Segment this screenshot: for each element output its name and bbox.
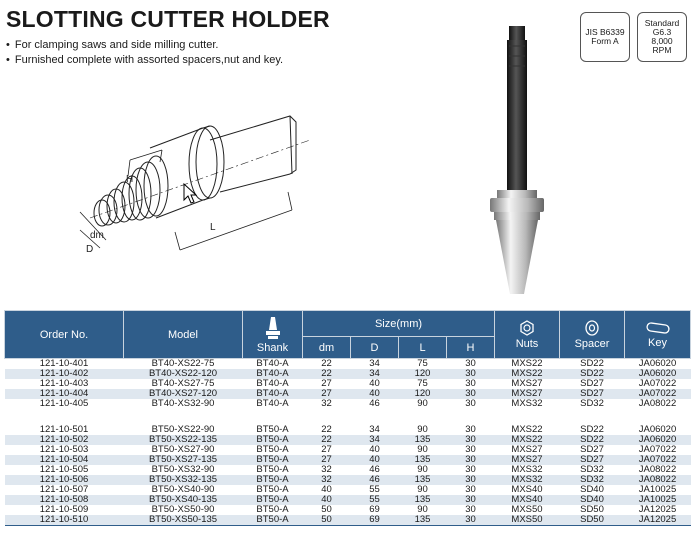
cell-shank: BT40-A [243, 379, 303, 389]
feature-item: • Furnished complete with assorted spacers,nut and key. [6, 53, 283, 68]
cell-model: BT50-XS40-90 [124, 485, 243, 495]
table-row [5, 515, 691, 526]
cell-dm: 22 [303, 425, 351, 435]
cell-key: JA08022 [625, 399, 691, 409]
header-dm: dm [303, 337, 351, 359]
cell-order-no: 121-10-403 [5, 379, 124, 389]
cell-l: 90 [399, 445, 447, 455]
cell-d: 46 [351, 399, 399, 409]
cell-dm: 22 [303, 369, 351, 379]
table-row [5, 379, 691, 389]
header-key-label: Key [648, 336, 667, 349]
cell-d: 34 [351, 425, 399, 435]
cell-spacer: SD32 [560, 399, 625, 409]
header-nuts-label: Nuts [515, 337, 539, 350]
cell-h: 30 [447, 359, 495, 370]
dimension-label-d: D [86, 244, 94, 255]
cell-d: 34 [351, 435, 399, 445]
cell-order-no: 121-10-507 [5, 485, 124, 495]
cell-spacer: SD27 [560, 389, 625, 399]
table-row [5, 435, 691, 445]
table-row [5, 445, 691, 455]
cell-d: 55 [351, 495, 399, 505]
cell-shank: BT50-A [243, 485, 303, 495]
cell-dm: 50 [303, 515, 351, 526]
cell-l: 135 [399, 475, 447, 485]
cell-h: 30 [447, 389, 495, 399]
cell-key: JA10025 [625, 495, 691, 505]
cell-h: 30 [447, 435, 495, 445]
badge-text: RPM [652, 45, 672, 55]
cell-model: BT50-XS22-135 [124, 435, 243, 445]
cell-dm: 50 [303, 505, 351, 515]
cell-spacer: SD50 [560, 505, 625, 515]
cell-d: 34 [351, 359, 399, 370]
spacer-icon [584, 320, 600, 336]
cell-l: 90 [399, 465, 447, 475]
cell-dm: 22 [303, 359, 351, 370]
cell-order-no: 121-10-506 [5, 475, 124, 485]
cell-order-no: 121-10-404 [5, 389, 124, 399]
feature-item: • For clamping saws and side milling cutter. [6, 38, 283, 53]
header-order-no: Order No. [5, 311, 124, 359]
cell-h: 30 [447, 515, 495, 526]
badge-text: JIS B6339 [585, 27, 625, 37]
cell-shank: BT40-A [243, 369, 303, 379]
cell-order-no: 121-10-502 [5, 435, 124, 445]
cell-nuts: MXS40 [495, 495, 560, 505]
cell-d: 69 [351, 515, 399, 526]
feature-list [6, 38, 283, 68]
cell-nuts: MXS40 [495, 485, 560, 495]
cell-l: 90 [399, 485, 447, 495]
cell-order-no: 121-10-401 [5, 359, 124, 370]
cell-nuts: MXS50 [495, 515, 560, 526]
cell-shank: BT50-A [243, 495, 303, 505]
cell-shank: BT50-A [243, 435, 303, 445]
shank-icon [265, 316, 281, 340]
cell-spacer: SD32 [560, 465, 625, 475]
table-row [5, 465, 691, 475]
cell-model: BT50-XS27-90 [124, 445, 243, 455]
cell-l: 120 [399, 369, 447, 379]
cell-nuts: MXS22 [495, 369, 560, 379]
cell-spacer: SD50 [560, 515, 625, 526]
cell-shank: BT40-A [243, 389, 303, 399]
table-row [5, 455, 691, 465]
cell-key: JA06020 [625, 435, 691, 445]
cell-dm: 32 [303, 399, 351, 409]
separator-cell [5, 409, 691, 425]
cell-nuts: MXS22 [495, 425, 560, 435]
cell-key: JA08022 [625, 465, 691, 475]
balance-standard-badge [637, 12, 687, 62]
cell-d: 40 [351, 379, 399, 389]
badge-text: G6.3 [652, 27, 672, 37]
cell-key: JA12025 [625, 515, 691, 526]
cell-h: 30 [447, 505, 495, 515]
cell-d: 40 [351, 445, 399, 455]
cell-nuts: MXS22 [495, 359, 560, 370]
cell-key: JA06020 [625, 425, 691, 435]
table-row [5, 389, 691, 399]
cell-order-no: 121-10-505 [5, 465, 124, 475]
jis-standard-badge [580, 12, 630, 62]
table-body [5, 359, 691, 526]
cell-shank: BT50-A [243, 455, 303, 465]
cell-nuts: MXS32 [495, 475, 560, 485]
cell-dm: 32 [303, 475, 351, 485]
table-row [5, 475, 691, 485]
cell-nuts: MXS22 [495, 435, 560, 445]
cell-key: JA12025 [625, 505, 691, 515]
cell-model: BT40-XS27-120 [124, 389, 243, 399]
page-title: SLOTTING CUTTER HOLDER [6, 6, 330, 32]
cell-key: JA07022 [625, 445, 691, 455]
dimension-label-l: L [210, 222, 216, 233]
cell-spacer: SD27 [560, 379, 625, 389]
cell-h: 30 [447, 465, 495, 475]
cell-dm: 27 [303, 379, 351, 389]
header-h: H [447, 337, 495, 359]
cell-shank: BT50-A [243, 505, 303, 515]
cell-key: JA08022 [625, 475, 691, 485]
cell-spacer: SD22 [560, 359, 625, 370]
cell-order-no: 121-10-402 [5, 369, 124, 379]
cell-order-no: 121-10-509 [5, 505, 124, 515]
table-row [5, 485, 691, 495]
cell-shank: BT50-A [243, 425, 303, 435]
cell-l: 135 [399, 495, 447, 505]
cell-d: 40 [351, 389, 399, 399]
specification-table [4, 310, 691, 526]
header-nuts [495, 311, 560, 359]
table-row [5, 399, 691, 409]
cell-dm: 32 [303, 465, 351, 475]
header-spacer [560, 311, 625, 359]
cell-dm: 27 [303, 389, 351, 399]
header-l: L [399, 337, 447, 359]
cell-nuts: MXS32 [495, 465, 560, 475]
cell-h: 30 [447, 475, 495, 485]
cell-key: JA06020 [625, 369, 691, 379]
cell-key: JA07022 [625, 379, 691, 389]
table-row [5, 359, 691, 370]
cell-l: 135 [399, 435, 447, 445]
cell-spacer: SD27 [560, 445, 625, 455]
product-photo [472, 16, 562, 296]
cell-h: 30 [447, 379, 495, 389]
nut-icon [519, 320, 535, 336]
cell-d: 46 [351, 475, 399, 485]
cell-model: BT50-XS32-90 [124, 465, 243, 475]
cell-l: 75 [399, 359, 447, 370]
cell-l: 135 [399, 515, 447, 526]
cell-model: BT50-XS50-135 [124, 515, 243, 526]
cell-l: 90 [399, 399, 447, 409]
cell-nuts: MXS27 [495, 445, 560, 455]
cell-l: 120 [399, 389, 447, 399]
cell-h: 30 [447, 495, 495, 505]
cell-nuts: MXS27 [495, 455, 560, 465]
header-shank-label: Shank [256, 341, 289, 354]
cell-dm: 40 [303, 495, 351, 505]
header-size: Size(mm) [303, 311, 495, 337]
cell-shank: BT50-A [243, 475, 303, 485]
cell-l: 135 [399, 455, 447, 465]
cell-spacer: SD22 [560, 435, 625, 445]
cell-d: 69 [351, 505, 399, 515]
cell-nuts: MXS32 [495, 399, 560, 409]
table-row [5, 369, 691, 379]
cell-spacer: SD40 [560, 495, 625, 505]
cell-order-no: 121-10-508 [5, 495, 124, 505]
cell-model: BT50-XS27-135 [124, 455, 243, 465]
cell-key: JA07022 [625, 455, 691, 465]
header-shank [243, 311, 303, 359]
cell-model: BT50-XS40-135 [124, 495, 243, 505]
cell-spacer: SD27 [560, 455, 625, 465]
cell-model: BT50-XS32-135 [124, 475, 243, 485]
badge-text: Standard [644, 18, 680, 28]
cell-nuts: MXS50 [495, 505, 560, 515]
table-row [5, 505, 691, 515]
cell-h: 30 [447, 425, 495, 435]
cell-key: JA07022 [625, 389, 691, 399]
cell-model: BT50-XS50-90 [124, 505, 243, 515]
cell-spacer: SD40 [560, 485, 625, 495]
cell-h: 30 [447, 445, 495, 455]
header-key [625, 311, 691, 359]
holder-technical-drawing [60, 100, 330, 270]
header-d: D [351, 337, 399, 359]
cell-shank: BT50-A [243, 515, 303, 526]
cell-shank: BT50-A [243, 465, 303, 475]
table-row [5, 425, 691, 435]
key-icon [645, 321, 671, 335]
badge-text: 8,000 [651, 36, 673, 46]
cell-shank: BT40-A [243, 399, 303, 409]
cell-l: 90 [399, 505, 447, 515]
cell-model: BT50-XS22-90 [124, 425, 243, 435]
cell-dm: 27 [303, 445, 351, 455]
cell-spacer: SD22 [560, 425, 625, 435]
table-row [5, 495, 691, 505]
cell-d: 34 [351, 369, 399, 379]
cell-l: 90 [399, 425, 447, 435]
cell-h: 30 [447, 369, 495, 379]
mouse-cursor-icon [184, 184, 196, 203]
group-separator [5, 409, 691, 425]
cell-model: BT40-XS22-120 [124, 369, 243, 379]
dimension-label-h: H [126, 174, 134, 185]
cell-d: 55 [351, 485, 399, 495]
cell-h: 30 [447, 485, 495, 495]
header-model: Model [124, 311, 243, 359]
cell-shank: BT40-A [243, 359, 303, 370]
cell-h: 30 [447, 455, 495, 465]
cell-dm: 40 [303, 485, 351, 495]
cell-model: BT40-XS27-75 [124, 379, 243, 389]
cell-shank: BT50-A [243, 445, 303, 455]
cell-nuts: MXS27 [495, 379, 560, 389]
cell-d: 40 [351, 455, 399, 465]
cell-model: BT40-XS22-75 [124, 359, 243, 370]
cell-order-no: 121-10-503 [5, 445, 124, 455]
cell-dm: 27 [303, 455, 351, 465]
header-spacer-label: Spacer [574, 337, 610, 350]
cell-d: 46 [351, 465, 399, 475]
cell-model: BT40-XS32-90 [124, 399, 243, 409]
cell-order-no: 121-10-405 [5, 399, 124, 409]
cell-dm: 22 [303, 435, 351, 445]
dimension-label-dm: dm [90, 230, 104, 241]
cell-order-no: 121-10-501 [5, 425, 124, 435]
cell-order-no: 121-10-504 [5, 455, 124, 465]
cell-spacer: SD32 [560, 475, 625, 485]
cell-key: JA06020 [625, 359, 691, 370]
badge-text: Form A [591, 36, 619, 46]
cell-nuts: MXS27 [495, 389, 560, 399]
cell-spacer: SD22 [560, 369, 625, 379]
cell-h: 30 [447, 399, 495, 409]
cell-key: JA10025 [625, 485, 691, 495]
cell-order-no: 121-10-510 [5, 515, 124, 526]
cell-l: 75 [399, 379, 447, 389]
